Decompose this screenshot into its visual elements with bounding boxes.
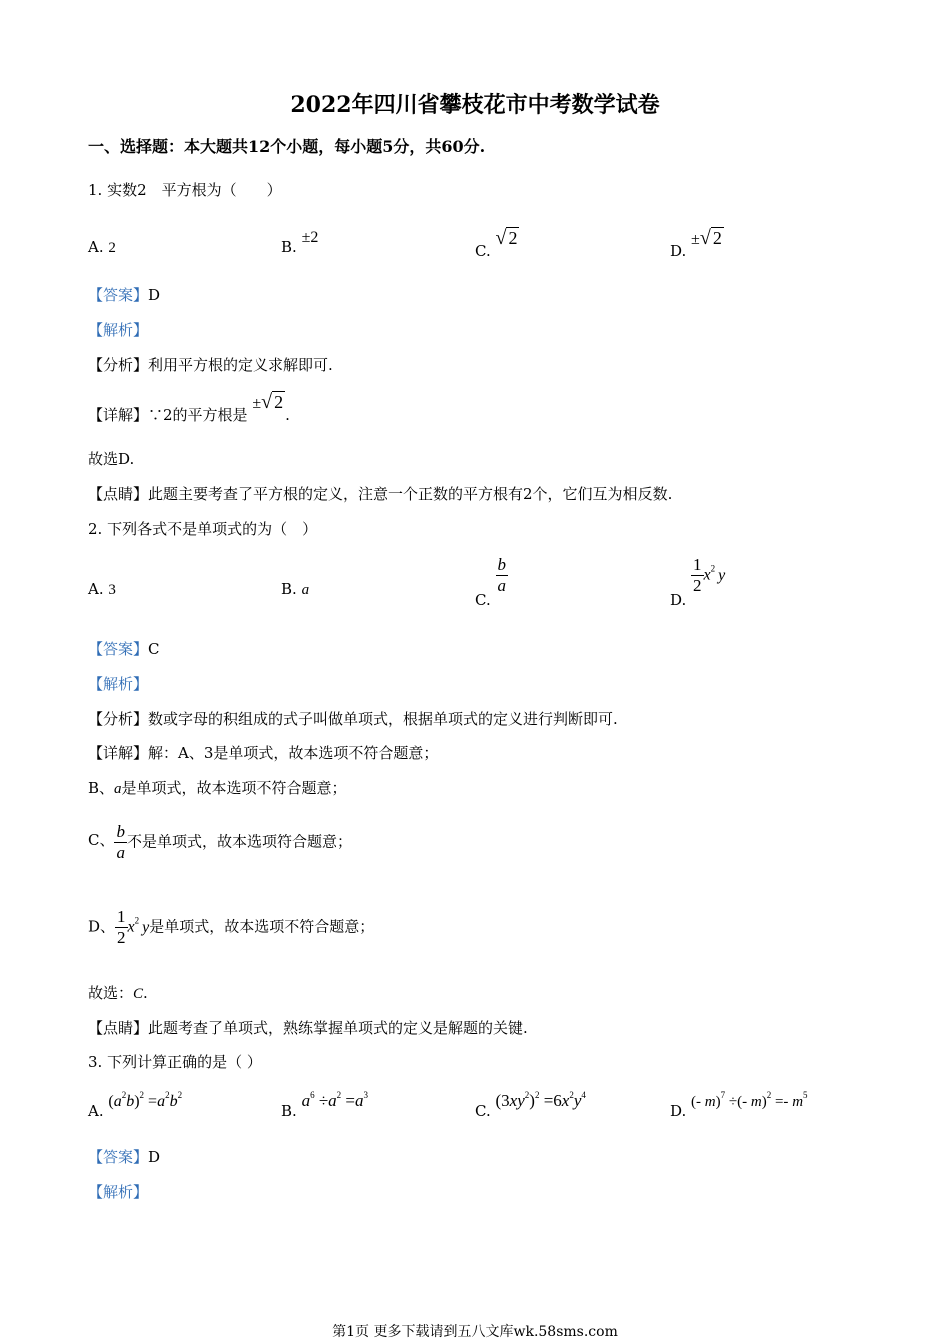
q1-dianjing (88, 485, 672, 503)
line-prefix: B、 (88, 779, 115, 797)
q1-fenxi (88, 356, 333, 374)
line-prefix: D、 (88, 917, 116, 936)
numerator: b (116, 822, 125, 841)
numerator: b (497, 555, 506, 574)
option-label: A. (88, 238, 104, 256)
radicand: 2 (508, 228, 518, 248)
q2-answer (88, 640, 160, 658)
section-heading: 一、选择题：本大题共12个小题，每小题5分，共60分. (88, 137, 486, 156)
plus-minus: ± (252, 395, 262, 412)
xiangjie-tag: 【详解】 (88, 406, 149, 424)
exponent: 2 (134, 915, 140, 926)
q3-analysis-tag: 【解析】 (88, 1183, 149, 1201)
q2-dianjing (88, 1019, 528, 1037)
q3-answer (88, 1148, 160, 1166)
fraction (496, 555, 509, 596)
radicand: 2 (274, 392, 284, 412)
fenxi-text: 数或字母的积组成的式子叫做单项式，根据单项式的定义进行判断即可. (148, 710, 618, 728)
fenxi-tag: 【分析】 (88, 356, 149, 374)
option-label: A. (88, 580, 104, 598)
question-1-stem: 1. 实数2 平方根为（ ） (88, 181, 282, 199)
question-2-stem: 2. 下列各式不是单项式的为（ ） (88, 520, 318, 538)
xiangjie-text: ∵2的平方根是 (148, 406, 248, 424)
q2-option-c (475, 555, 508, 609)
q3-option-a (88, 1090, 183, 1121)
answer-value: C (148, 640, 160, 658)
option-value: 3 (108, 582, 116, 598)
answer-tag: 【答案】 (88, 640, 149, 658)
plus-minus: ± (691, 231, 700, 248)
period: . (285, 406, 290, 424)
dianjing-tag: 【点睛】 (88, 485, 149, 503)
var-c: C (133, 986, 144, 1002)
var-x: x (127, 918, 135, 936)
answer-tag: 【答案】 (88, 286, 149, 304)
formula-b: $a^6 \div a^2 =a^3$ (301, 1090, 369, 1110)
q1-option-d (670, 227, 724, 262)
line-text: 不是单项式，故本选项符合题意； (126, 832, 352, 851)
option-label: D. (670, 1102, 687, 1120)
sqrt-expression: ±√ 2 (252, 391, 284, 413)
option-label: A. (88, 1102, 104, 1120)
denominator: 2 (117, 928, 126, 947)
denominator: 2 (693, 576, 702, 595)
option-value: 2 (108, 240, 116, 256)
sqrt-expression: ±√ 2 (691, 227, 722, 249)
radicand: 2 (712, 228, 722, 248)
fraction (114, 822, 127, 863)
q1-answer (88, 286, 160, 304)
line-prefix: C、 (88, 830, 115, 849)
q3-option-d (670, 1090, 808, 1121)
dianjing-tag: 【点睛】 (88, 1019, 149, 1037)
line-text: 是单项式，故本选项不符合题意； (149, 917, 375, 936)
option-label: D. (670, 590, 687, 609)
page-footer: 第1页 更多下载请到五八文库wk.58sms.com (332, 1324, 618, 1340)
fenxi-tag: 【分析】 (88, 710, 149, 728)
var-y: y (718, 566, 726, 584)
q1-analysis-tag: 【解析】 (88, 321, 149, 339)
q2-line-d (88, 907, 374, 948)
line-text: 是单项式，故本选项不符合题意； (121, 779, 347, 797)
var-x: x (703, 566, 711, 584)
option-label: C. (475, 590, 491, 609)
fraction (691, 555, 704, 596)
sqrt-expression: √ 2 (495, 227, 518, 249)
option-label: D. (670, 242, 687, 260)
var-y: y (142, 918, 150, 936)
q3-option-c (475, 1090, 586, 1121)
question-3-stem: 3. 下列计算正确的是（ ） (88, 1053, 262, 1071)
fenxi-text: 利用平方根的定义求解即可. (148, 356, 333, 374)
formula-d: (- m)$^7$ ÷(- $m)^2 =- m^5$ (691, 1090, 808, 1110)
formula-c: $(3xy^2)^2 =6x^2y^4$ (495, 1090, 586, 1110)
q2-option-b (281, 580, 309, 599)
var-a: a (114, 781, 122, 797)
exponent: 2 (710, 563, 716, 574)
option-value: ±2 (301, 229, 319, 246)
option-label: B. (281, 580, 297, 598)
formula-a: $(a^2b)^2 =a^2b^2$ (108, 1090, 183, 1110)
numerator: 1 (693, 555, 702, 574)
fraction (115, 907, 128, 948)
q1-option-c (475, 227, 519, 262)
option-label: C. (475, 242, 491, 260)
guxuan-prefix: 故选： (88, 984, 134, 1002)
q2-option-d (670, 555, 726, 609)
dianjing-text: 此题考查了单项式，熟练掌握单项式的定义是解题的关键. (148, 1019, 528, 1037)
q1-xiangjie (88, 391, 290, 426)
q2-line-c (88, 822, 352, 863)
page-title: 2022年四川省攀枝花市中考数学试卷 (290, 92, 660, 118)
answer-value: D (148, 1148, 161, 1166)
q2-fenxi (88, 710, 618, 728)
q2-line-b (88, 779, 347, 798)
q3-option-b (281, 1090, 369, 1121)
option-label: B. (281, 1102, 297, 1120)
q2-guxuan (88, 984, 148, 1003)
option-value: a (301, 582, 310, 598)
q2-xiangjie (88, 744, 438, 762)
option-label: B. (281, 238, 297, 256)
xiangjie-text: 解：A、3是单项式，故本选项不符合题意； (148, 744, 439, 762)
numerator: 1 (117, 907, 126, 926)
denominator: a (116, 843, 125, 862)
q1-guxuan: 故选D. (88, 450, 135, 468)
q1-option-b (281, 229, 319, 257)
answer-tag: 【答案】 (88, 1148, 149, 1166)
dianjing-text: 此题主要考查了平方根的定义，注意一个正数的平方根有2个，它们互为相反数. (148, 485, 673, 503)
q2-option-a (88, 580, 116, 599)
option-label: C. (475, 1102, 491, 1120)
q1-option-a (88, 238, 116, 257)
q2-analysis-tag: 【解析】 (88, 675, 149, 693)
answer-value: D (148, 286, 161, 304)
denominator: a (497, 576, 506, 595)
period: . (143, 984, 148, 1002)
xiangjie-tag: 【详解】 (88, 744, 149, 762)
